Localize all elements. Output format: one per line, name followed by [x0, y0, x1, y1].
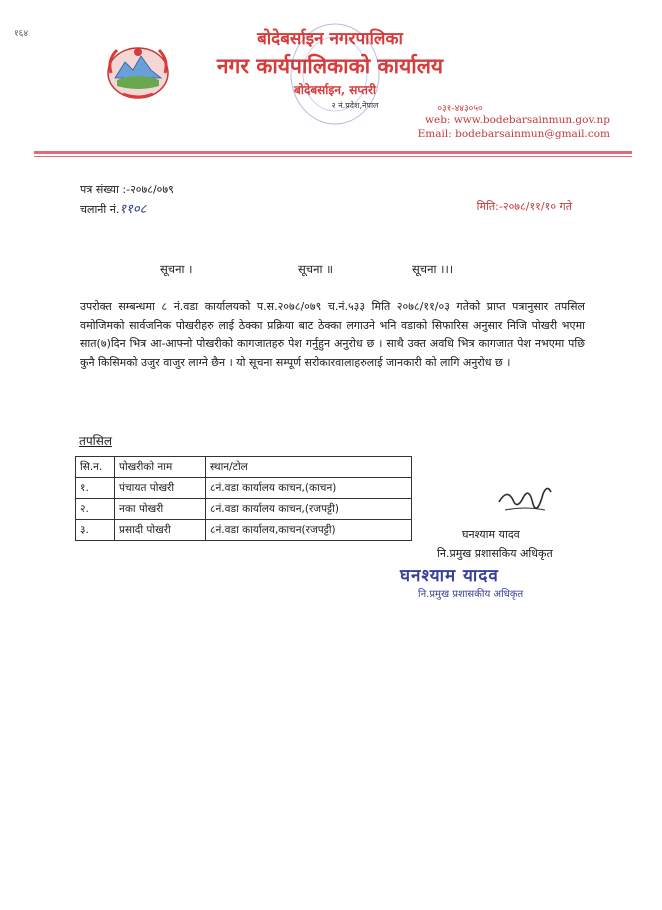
pond-table — [75, 456, 412, 541]
name-stamp: घनश्याम यादव — [400, 566, 499, 586]
table-cell: २. — [76, 499, 115, 520]
table-row — [76, 499, 412, 520]
table-cell: पंचायत पोखरी — [115, 478, 206, 499]
org-province-line: २ नं.प्रदेश,नेपाल — [331, 101, 379, 110]
signatory-title: नि.प्रमुख प्रशासकिय अधिकृत — [437, 547, 553, 560]
notice-heading-1: सूचना । — [160, 262, 193, 276]
website-link[interactable]: web: www.bodebarsainmun.gov.np — [425, 114, 610, 126]
notice-heading-3: सूचना ।।। — [412, 262, 454, 276]
dispatch-label: चलानी नं. — [80, 203, 120, 216]
table-row — [76, 478, 412, 499]
office-seal-icon — [285, 22, 385, 137]
table-header: पोखरीको नाम — [115, 457, 206, 478]
table-header: स्थान/टोल — [206, 457, 412, 478]
dispatch-number — [80, 199, 146, 217]
email-link[interactable]: Email: bodebarsainmun@gmail.com — [417, 128, 610, 140]
letter-date: मिति:-२०७८/११/१० गते — [476, 200, 572, 213]
table-cell: प्रसादी पोखरी — [115, 520, 206, 541]
notice-heading-2: सूचना ॥ — [298, 262, 333, 276]
title-stamp: नि.प्रमुख प्रशासकीय अधिकृत — [418, 589, 524, 600]
header-rule-thin — [34, 156, 632, 157]
nepal-emblem-icon — [103, 40, 173, 102]
table-cell: ८नं.वडा कार्यालय काचन,(काचन) — [206, 478, 412, 499]
org-address-line: बोदेबर्साइन, सप्तरी — [294, 83, 376, 97]
org-name-line1: बोदेबर्साइन नगरपालिका — [257, 29, 403, 49]
notice-body: उपरोक्त सम्बन्धमा ८ नं.वडा कार्यालयको प.स.२०७८/०७९ च.नं.५३३ मिति २०७८/११/०३ गतेको प्राप्त पत्रानुसार तपसिल वमोजिमको सार्वजनिक पोखरीहरु लाई ठेक्का प्रक्रिया बाट ठेक्का लगाउने भनि वडाको सिफारिस अनुसार निजि पोखरी भएमा सात(७)दिन भित्र आ-आफ्नो पोखरीको कागजातहरु पेश गर्नुहुन अनुरोध छ । साथै उक्त अवधि भित्र कागजात पेश नभएमा पछि कुनै किसिमको उजुर वाजुर लाग्ने छैन । यो सूचना सम्पूर्ण सरोकारवालाहरुलाई जानकारी को लागि अनुरोध छ । — [80, 300, 585, 369]
details-heading: तपसिल — [79, 434, 113, 448]
org-name-line2: नगर कार्यपालिकाको कार्यालय — [216, 53, 444, 78]
letter-number: पत्र संख्या :-२०७८/०७९ — [80, 183, 174, 196]
table-cell: ८नं.वडा कार्यालय काचन,(रजपट्टी) — [206, 499, 412, 520]
dispatch-value: ११०८ — [119, 202, 147, 217]
table-row — [76, 520, 412, 541]
table-header: सि.न. — [76, 457, 115, 478]
table-cell: ८नं.वडा कार्यालय,काचन(रजपट्टी) — [206, 520, 412, 541]
phone-number: ०३१-४४३०५० — [437, 104, 483, 114]
table-cell: १. — [76, 478, 115, 499]
table-header-row — [76, 457, 412, 478]
table-cell: ३. — [76, 520, 115, 541]
table-cell: नका पोखरी — [115, 499, 206, 520]
signature-scribble-icon — [495, 480, 555, 520]
corner-mark: १६४ — [14, 29, 29, 39]
signatory-name: घनश्याम यादव — [462, 528, 520, 541]
header-rule-thick — [34, 151, 632, 154]
